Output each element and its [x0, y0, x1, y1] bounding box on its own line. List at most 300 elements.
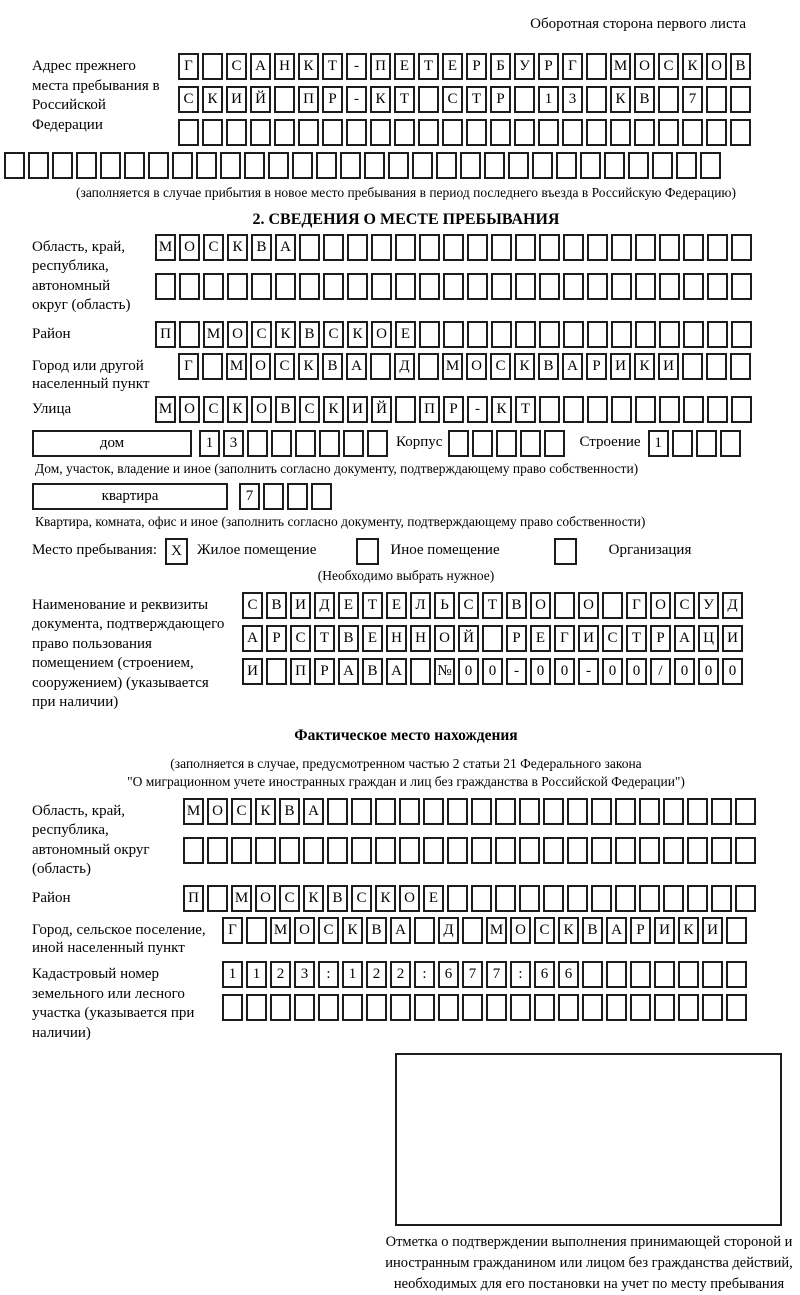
- char-box[interactable]: [558, 994, 579, 1021]
- char-box[interactable]: [244, 152, 265, 179]
- char-box[interactable]: К: [275, 321, 296, 348]
- char-box[interactable]: О: [371, 321, 392, 348]
- char-box[interactable]: [635, 234, 656, 261]
- char-box[interactable]: [730, 86, 751, 113]
- char-box[interactable]: С: [674, 592, 695, 619]
- char-box[interactable]: [702, 961, 723, 988]
- char-box[interactable]: 7: [239, 483, 260, 510]
- char-box[interactable]: [467, 234, 488, 261]
- char-box[interactable]: [659, 321, 680, 348]
- char-box[interactable]: Д: [394, 353, 415, 380]
- char-box[interactable]: [327, 798, 348, 825]
- char-box[interactable]: И: [610, 353, 631, 380]
- char-box[interactable]: С: [323, 321, 344, 348]
- char-box[interactable]: [471, 837, 492, 864]
- char-box[interactable]: Ц: [698, 625, 719, 652]
- char-box[interactable]: -: [506, 658, 527, 685]
- char-box[interactable]: [178, 119, 199, 146]
- char-box[interactable]: [711, 798, 732, 825]
- char-box[interactable]: 2: [270, 961, 291, 988]
- char-box[interactable]: [263, 483, 284, 510]
- char-box[interactable]: И: [702, 917, 723, 944]
- char-box[interactable]: [395, 273, 416, 300]
- char-box[interactable]: [202, 353, 223, 380]
- char-box[interactable]: [491, 321, 512, 348]
- char-box[interactable]: [266, 658, 287, 685]
- char-box[interactable]: А: [386, 658, 407, 685]
- char-box[interactable]: [447, 837, 468, 864]
- char-box[interactable]: Н: [410, 625, 431, 652]
- char-box[interactable]: [443, 273, 464, 300]
- char-box[interactable]: [375, 798, 396, 825]
- char-box[interactable]: [582, 994, 603, 1021]
- char-box[interactable]: [678, 994, 699, 1021]
- char-box[interactable]: [155, 273, 176, 300]
- char-box[interactable]: К: [610, 86, 631, 113]
- char-box[interactable]: [447, 885, 468, 912]
- char-box[interactable]: Е: [386, 592, 407, 619]
- char-box[interactable]: [231, 837, 252, 864]
- char-box[interactable]: [491, 234, 512, 261]
- char-box[interactable]: [438, 994, 459, 1021]
- char-box[interactable]: Е: [362, 625, 383, 652]
- char-box[interactable]: С: [226, 53, 247, 80]
- char-box[interactable]: [303, 837, 324, 864]
- char-box[interactable]: В: [275, 396, 296, 423]
- char-box[interactable]: [375, 837, 396, 864]
- char-box[interactable]: [28, 152, 49, 179]
- char-box[interactable]: [495, 885, 516, 912]
- char-box[interactable]: К: [227, 396, 248, 423]
- char-box[interactable]: [246, 917, 267, 944]
- char-box[interactable]: Е: [423, 885, 444, 912]
- char-box[interactable]: И: [347, 396, 368, 423]
- char-box[interactable]: А: [674, 625, 695, 652]
- char-box[interactable]: [443, 321, 464, 348]
- char-box[interactable]: [323, 234, 344, 261]
- char-box[interactable]: А: [250, 53, 271, 80]
- char-box[interactable]: Р: [586, 353, 607, 380]
- char-box[interactable]: У: [698, 592, 719, 619]
- char-box[interactable]: [227, 273, 248, 300]
- char-box[interactable]: [270, 994, 291, 1021]
- char-box[interactable]: [554, 592, 575, 619]
- char-box[interactable]: [418, 86, 439, 113]
- char-box[interactable]: [226, 119, 247, 146]
- char-box[interactable]: [731, 273, 752, 300]
- char-box[interactable]: В: [299, 321, 320, 348]
- char-box[interactable]: С: [242, 592, 263, 619]
- char-box[interactable]: К: [678, 917, 699, 944]
- char-box[interactable]: В: [266, 592, 287, 619]
- char-box[interactable]: [630, 961, 651, 988]
- char-box[interactable]: [222, 994, 243, 1021]
- char-box[interactable]: [658, 119, 679, 146]
- char-box[interactable]: О: [251, 396, 272, 423]
- char-box[interactable]: Т: [314, 625, 335, 652]
- char-box[interactable]: 0: [626, 658, 647, 685]
- char-box[interactable]: [726, 917, 747, 944]
- char-box[interactable]: Б: [490, 53, 511, 80]
- char-box[interactable]: [207, 885, 228, 912]
- char-box[interactable]: А: [275, 234, 296, 261]
- char-box[interactable]: [251, 273, 272, 300]
- char-box[interactable]: Ь: [434, 592, 455, 619]
- char-box[interactable]: [635, 273, 656, 300]
- char-box[interactable]: [591, 885, 612, 912]
- char-box[interactable]: М: [486, 917, 507, 944]
- char-box[interactable]: Г: [178, 353, 199, 380]
- char-box[interactable]: [414, 994, 435, 1021]
- char-box[interactable]: С: [203, 396, 224, 423]
- char-box[interactable]: 1: [246, 961, 267, 988]
- char-box[interactable]: [707, 321, 728, 348]
- char-box[interactable]: 1: [342, 961, 363, 988]
- char-box[interactable]: [611, 273, 632, 300]
- char-box[interactable]: [580, 152, 601, 179]
- char-box[interactable]: Д: [722, 592, 743, 619]
- char-box[interactable]: [447, 798, 468, 825]
- char-box[interactable]: [532, 152, 553, 179]
- char-box[interactable]: С: [290, 625, 311, 652]
- char-box[interactable]: [172, 152, 193, 179]
- char-box[interactable]: Г: [562, 53, 583, 80]
- char-box[interactable]: С: [602, 625, 623, 652]
- char-box[interactable]: К: [491, 396, 512, 423]
- char-box[interactable]: М: [203, 321, 224, 348]
- char-box[interactable]: [606, 961, 627, 988]
- char-box[interactable]: [347, 234, 368, 261]
- char-box[interactable]: [294, 994, 315, 1021]
- char-box[interactable]: [659, 396, 680, 423]
- char-box[interactable]: [654, 994, 675, 1021]
- char-box[interactable]: 1: [222, 961, 243, 988]
- char-box[interactable]: М: [183, 798, 204, 825]
- char-box[interactable]: К: [370, 86, 391, 113]
- char-box[interactable]: С: [251, 321, 272, 348]
- char-box[interactable]: В: [506, 592, 527, 619]
- char-box[interactable]: Г: [554, 625, 575, 652]
- char-box[interactable]: :: [414, 961, 435, 988]
- char-box[interactable]: Р: [314, 658, 335, 685]
- char-box[interactable]: [587, 273, 608, 300]
- char-box[interactable]: А: [606, 917, 627, 944]
- char-box[interactable]: К: [298, 53, 319, 80]
- char-box[interactable]: М: [155, 396, 176, 423]
- char-box[interactable]: Л: [410, 592, 431, 619]
- char-box[interactable]: Г: [178, 53, 199, 80]
- char-box[interactable]: К: [303, 885, 324, 912]
- char-box[interactable]: [563, 273, 584, 300]
- char-box[interactable]: О: [294, 917, 315, 944]
- char-box[interactable]: И: [290, 592, 311, 619]
- char-box[interactable]: [343, 430, 364, 457]
- char-box[interactable]: [611, 396, 632, 423]
- char-box[interactable]: О: [434, 625, 455, 652]
- char-box[interactable]: 6: [558, 961, 579, 988]
- char-box[interactable]: [323, 273, 344, 300]
- char-box[interactable]: 7: [462, 961, 483, 988]
- char-box[interactable]: О: [207, 798, 228, 825]
- char-box[interactable]: И: [578, 625, 599, 652]
- char-box[interactable]: №: [434, 658, 455, 685]
- char-box[interactable]: М: [442, 353, 463, 380]
- char-box[interactable]: 6: [534, 961, 555, 988]
- char-box[interactable]: [539, 396, 560, 423]
- char-box[interactable]: [702, 994, 723, 1021]
- char-box[interactable]: [539, 273, 560, 300]
- char-box[interactable]: 0: [722, 658, 743, 685]
- char-box[interactable]: [419, 234, 440, 261]
- char-box[interactable]: -: [578, 658, 599, 685]
- char-box[interactable]: [539, 321, 560, 348]
- char-box[interactable]: [696, 430, 717, 457]
- char-box[interactable]: [731, 321, 752, 348]
- char-box[interactable]: П: [298, 86, 319, 113]
- char-box[interactable]: С: [274, 353, 295, 380]
- char-box[interactable]: [615, 885, 636, 912]
- char-box[interactable]: Д: [438, 917, 459, 944]
- char-box[interactable]: [687, 885, 708, 912]
- char-box[interactable]: [683, 273, 704, 300]
- char-box[interactable]: К: [375, 885, 396, 912]
- char-box[interactable]: [399, 798, 420, 825]
- char-box[interactable]: [663, 885, 684, 912]
- char-box[interactable]: [460, 152, 481, 179]
- char-box[interactable]: [327, 837, 348, 864]
- char-box[interactable]: [556, 152, 577, 179]
- char-box[interactable]: С: [231, 798, 252, 825]
- char-box[interactable]: [683, 321, 704, 348]
- char-box[interactable]: Т: [466, 86, 487, 113]
- char-box[interactable]: [514, 86, 535, 113]
- char-box[interactable]: 3: [294, 961, 315, 988]
- char-box[interactable]: [562, 119, 583, 146]
- char-box[interactable]: В: [279, 798, 300, 825]
- char-box[interactable]: [340, 152, 361, 179]
- char-box[interactable]: [707, 273, 728, 300]
- char-box[interactable]: [604, 152, 625, 179]
- char-box[interactable]: [587, 234, 608, 261]
- char-box[interactable]: [367, 430, 388, 457]
- char-box[interactable]: К: [298, 353, 319, 380]
- char-box[interactable]: [610, 119, 631, 146]
- char-box[interactable]: [418, 353, 439, 380]
- char-box[interactable]: [515, 273, 536, 300]
- char-box[interactable]: [462, 917, 483, 944]
- checkbox-residential[interactable]: X: [165, 538, 188, 565]
- char-box[interactable]: [730, 353, 751, 380]
- char-box[interactable]: [635, 396, 656, 423]
- char-box[interactable]: [207, 837, 228, 864]
- char-box[interactable]: [687, 837, 708, 864]
- char-box[interactable]: -: [346, 86, 367, 113]
- char-box[interactable]: [414, 917, 435, 944]
- char-box[interactable]: [394, 119, 415, 146]
- char-box[interactable]: О: [634, 53, 655, 80]
- char-box[interactable]: [587, 396, 608, 423]
- char-box[interactable]: 0: [458, 658, 479, 685]
- char-box[interactable]: О: [650, 592, 671, 619]
- char-box[interactable]: Т: [418, 53, 439, 80]
- char-box[interactable]: И: [226, 86, 247, 113]
- char-box[interactable]: К: [558, 917, 579, 944]
- char-box[interactable]: [410, 658, 431, 685]
- char-box[interactable]: И: [654, 917, 675, 944]
- char-box[interactable]: Е: [338, 592, 359, 619]
- char-box[interactable]: Й: [458, 625, 479, 652]
- char-box[interactable]: С: [351, 885, 372, 912]
- char-box[interactable]: [707, 234, 728, 261]
- char-box[interactable]: [586, 53, 607, 80]
- char-box[interactable]: [515, 321, 536, 348]
- char-box[interactable]: [472, 430, 493, 457]
- char-box[interactable]: [299, 273, 320, 300]
- char-box[interactable]: [268, 152, 289, 179]
- char-box[interactable]: Т: [394, 86, 415, 113]
- char-box[interactable]: [366, 994, 387, 1021]
- char-box[interactable]: [730, 119, 751, 146]
- char-box[interactable]: В: [634, 86, 655, 113]
- char-box[interactable]: [462, 994, 483, 1021]
- char-box[interactable]: Р: [650, 625, 671, 652]
- char-box[interactable]: [591, 837, 612, 864]
- char-box[interactable]: [298, 119, 319, 146]
- char-box[interactable]: [567, 798, 588, 825]
- char-box[interactable]: А: [338, 658, 359, 685]
- char-box[interactable]: [731, 396, 752, 423]
- char-box[interactable]: [442, 119, 463, 146]
- char-box[interactable]: Е: [530, 625, 551, 652]
- char-box[interactable]: С: [318, 917, 339, 944]
- char-box[interactable]: П: [155, 321, 176, 348]
- char-box[interactable]: [347, 273, 368, 300]
- char-box[interactable]: Т: [322, 53, 343, 80]
- char-box[interactable]: [250, 119, 271, 146]
- char-box[interactable]: 6: [438, 961, 459, 988]
- char-box[interactable]: [735, 798, 756, 825]
- char-box[interactable]: [423, 798, 444, 825]
- char-box[interactable]: [351, 837, 372, 864]
- char-box[interactable]: [316, 152, 337, 179]
- char-box[interactable]: К: [323, 396, 344, 423]
- checkbox-other-premises[interactable]: [356, 538, 379, 565]
- char-box[interactable]: С: [279, 885, 300, 912]
- char-box[interactable]: И: [242, 658, 263, 685]
- char-box[interactable]: [563, 234, 584, 261]
- char-box[interactable]: [726, 994, 747, 1021]
- char-box[interactable]: В: [327, 885, 348, 912]
- char-box[interactable]: [495, 798, 516, 825]
- char-box[interactable]: [203, 273, 224, 300]
- char-box[interactable]: [563, 321, 584, 348]
- char-box[interactable]: [486, 994, 507, 1021]
- char-box[interactable]: [471, 798, 492, 825]
- char-box[interactable]: [611, 321, 632, 348]
- char-box[interactable]: В: [362, 658, 383, 685]
- char-box[interactable]: [735, 837, 756, 864]
- checkbox-organization[interactable]: [554, 538, 577, 565]
- char-box[interactable]: С: [658, 53, 679, 80]
- char-box[interactable]: 7: [486, 961, 507, 988]
- char-box[interactable]: А: [346, 353, 367, 380]
- char-box[interactable]: Р: [538, 53, 559, 80]
- char-box[interactable]: О: [578, 592, 599, 619]
- char-box[interactable]: 0: [698, 658, 719, 685]
- char-box[interactable]: В: [582, 917, 603, 944]
- char-box[interactable]: 0: [602, 658, 623, 685]
- char-box[interactable]: [179, 273, 200, 300]
- char-box[interactable]: О: [255, 885, 276, 912]
- char-box[interactable]: [148, 152, 169, 179]
- char-box[interactable]: :: [510, 961, 531, 988]
- char-box[interactable]: [4, 152, 25, 179]
- char-box[interactable]: [467, 321, 488, 348]
- char-box[interactable]: К: [255, 798, 276, 825]
- char-box[interactable]: П: [183, 885, 204, 912]
- char-box[interactable]: О: [179, 234, 200, 261]
- char-box[interactable]: 0: [530, 658, 551, 685]
- char-box[interactable]: [183, 837, 204, 864]
- char-box[interactable]: К: [342, 917, 363, 944]
- char-box[interactable]: [124, 152, 145, 179]
- char-box[interactable]: [388, 152, 409, 179]
- char-box[interactable]: [611, 234, 632, 261]
- char-box[interactable]: И: [658, 353, 679, 380]
- char-box[interactable]: О: [706, 53, 727, 80]
- char-box[interactable]: 0: [674, 658, 695, 685]
- char-box[interactable]: Е: [442, 53, 463, 80]
- char-box[interactable]: С: [178, 86, 199, 113]
- char-box[interactable]: А: [303, 798, 324, 825]
- char-box[interactable]: [707, 396, 728, 423]
- char-box[interactable]: У: [514, 53, 535, 80]
- char-box[interactable]: [482, 625, 503, 652]
- char-box[interactable]: [519, 837, 540, 864]
- char-box[interactable]: [399, 837, 420, 864]
- char-box[interactable]: О: [179, 396, 200, 423]
- char-box[interactable]: [364, 152, 385, 179]
- char-box[interactable]: [196, 152, 217, 179]
- char-box[interactable]: О: [510, 917, 531, 944]
- char-box[interactable]: [615, 798, 636, 825]
- char-box[interactable]: [202, 53, 223, 80]
- char-box[interactable]: Т: [362, 592, 383, 619]
- char-box[interactable]: О: [466, 353, 487, 380]
- char-box[interactable]: [490, 119, 511, 146]
- char-box[interactable]: [279, 837, 300, 864]
- char-box[interactable]: Т: [515, 396, 536, 423]
- char-box[interactable]: [682, 353, 703, 380]
- char-box[interactable]: Н: [386, 625, 407, 652]
- char-box[interactable]: [351, 798, 372, 825]
- char-box[interactable]: Й: [250, 86, 271, 113]
- char-box[interactable]: [587, 321, 608, 348]
- char-box[interactable]: [720, 430, 741, 457]
- char-box[interactable]: [76, 152, 97, 179]
- char-box[interactable]: [255, 837, 276, 864]
- char-box[interactable]: Н: [274, 53, 295, 80]
- char-box[interactable]: [52, 152, 73, 179]
- char-box[interactable]: [436, 152, 457, 179]
- char-box[interactable]: О: [530, 592, 551, 619]
- char-box[interactable]: С: [490, 353, 511, 380]
- char-box[interactable]: [630, 994, 651, 1021]
- char-box[interactable]: [706, 353, 727, 380]
- char-box[interactable]: [514, 119, 535, 146]
- char-box[interactable]: [423, 837, 444, 864]
- char-box[interactable]: [467, 273, 488, 300]
